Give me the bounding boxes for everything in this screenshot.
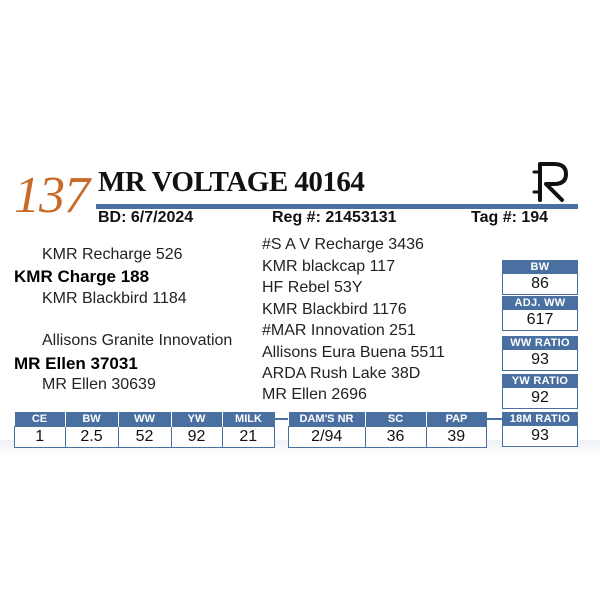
dam: MR Ellen 37031 — [14, 354, 138, 373]
animal-name: MR VOLTAGE 40164 — [98, 166, 365, 198]
third-gen-6: Allisons Eura Buena 5511 — [262, 344, 445, 361]
third-gen-1: #S A V Recharge 3436 — [262, 236, 424, 253]
birth-date: BD: 6/7/2024 — [98, 209, 194, 226]
epd-header: WW — [118, 412, 171, 427]
epd-header: MILK — [222, 412, 275, 427]
dam-dam: MR Ellen 30639 — [42, 376, 156, 393]
stat-18m-ratio — [502, 412, 578, 447]
stat-value: 93 — [502, 350, 578, 371]
tag-number: Tag #: 194 — [471, 209, 549, 226]
stat-value: 86 — [502, 274, 578, 295]
sire-dam: KMR Blackbird 1184 — [42, 290, 187, 307]
stat-adj-ww — [502, 296, 578, 331]
epd-table — [14, 412, 275, 448]
stat-label: ADJ. WW — [502, 296, 578, 310]
epd-header: YW — [171, 412, 222, 427]
epd-header: CE — [15, 412, 66, 427]
table-connector — [486, 418, 502, 420]
third-gen-4: KMR Blackbird 1176 — [262, 301, 407, 318]
epd-value: 21 — [222, 427, 275, 448]
dam-stat-value: 39 — [426, 427, 487, 448]
stat-value: 93 — [502, 426, 578, 447]
lot-number: 137 — [14, 167, 89, 224]
third-gen-7: ARDA Rush Lake 38D — [262, 365, 421, 382]
third-gen-8: MR Ellen 2696 — [262, 386, 367, 403]
third-gen-2: KMR blackcap 117 — [262, 258, 396, 275]
stat-label: YW RATIO — [502, 374, 578, 388]
dam-stats-table — [288, 412, 487, 448]
stat-label: WW RATIO — [502, 336, 578, 350]
stat-value: 92 — [502, 388, 578, 409]
stat-yw-ratio — [502, 374, 578, 409]
third-gen-3: HF Rebel 53Y — [262, 279, 363, 296]
dam-sire: Allisons Granite Innovation — [42, 332, 233, 349]
stat-value: 617 — [502, 310, 578, 331]
sire-sire: KMR Recharge 526 — [42, 246, 183, 263]
stat-ww-ratio — [502, 336, 578, 371]
epd-value: 92 — [171, 427, 222, 448]
epd-value: 52 — [118, 427, 171, 448]
sire: KMR Charge 188 — [14, 267, 150, 286]
epd-header: BW — [65, 412, 118, 427]
dam-stat-value: 2/94 — [289, 427, 366, 448]
epd-value: 1 — [15, 427, 66, 448]
third-gen-5: #MAR Innovation 251 — [262, 322, 416, 339]
stat-label: 18M RATIO — [502, 412, 578, 426]
stat-label: BW — [502, 260, 578, 274]
dam-stat-header: SC — [365, 412, 426, 427]
dam-stat-value: 36 — [365, 427, 426, 448]
registration-number: Reg #: 21453131 — [272, 209, 397, 226]
stat-bw — [502, 260, 578, 295]
epd-value: 2.5 — [65, 427, 118, 448]
dam-stat-header: PAP — [426, 412, 487, 427]
dam-stat-header: DAM'S NR — [289, 412, 366, 427]
r-brand-logo-icon — [532, 158, 576, 204]
